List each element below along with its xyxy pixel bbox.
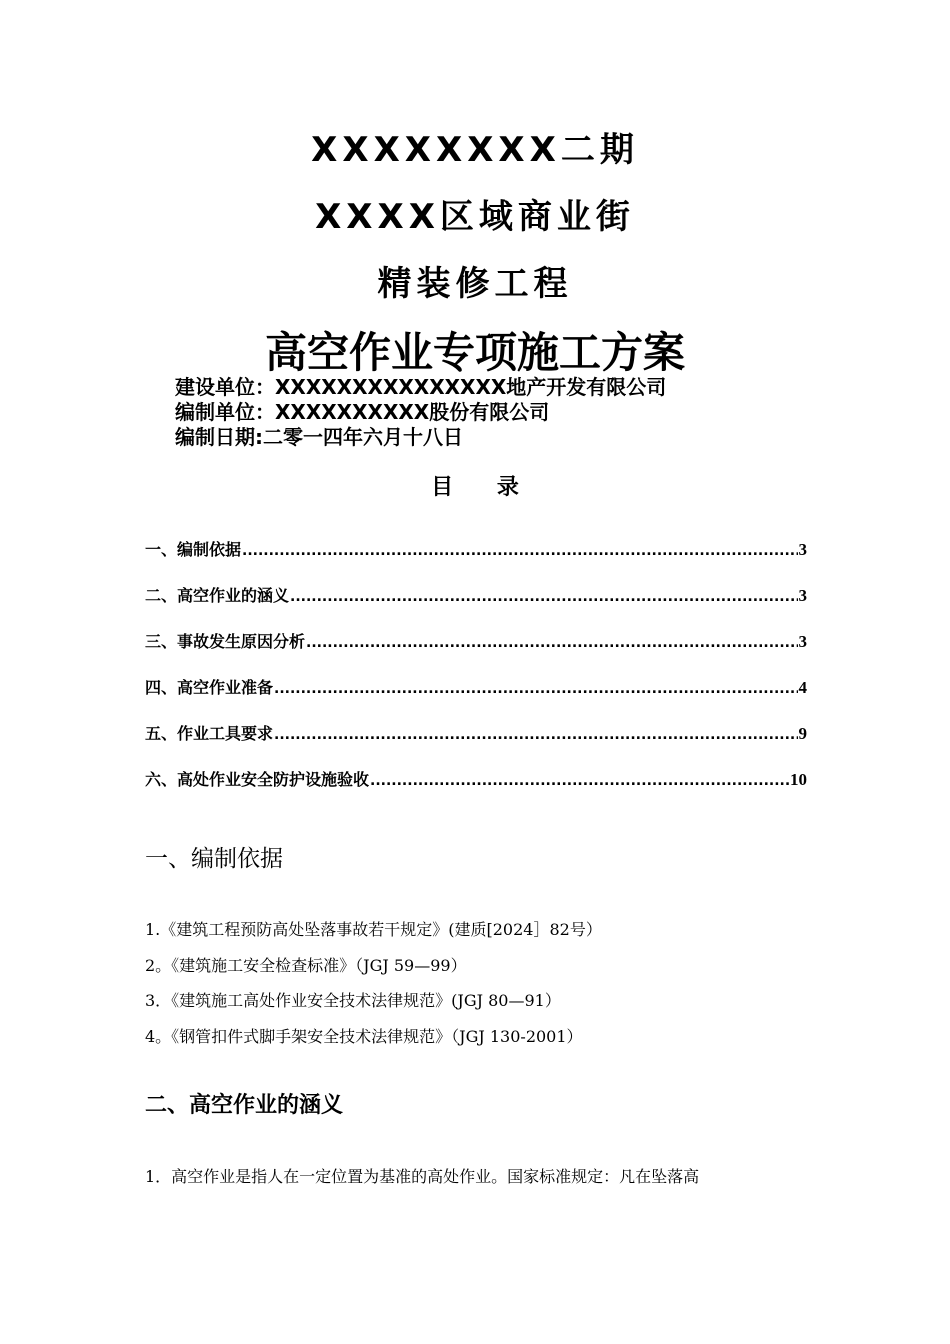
cover-title-line-3: 精装修工程 bbox=[377, 264, 573, 304]
toc-entry[interactable] bbox=[145, 584, 807, 608]
toc-entry-label: 二、高空作业的涵义 bbox=[145, 586, 290, 605]
toc-leader-dots bbox=[370, 769, 789, 793]
toc-entry-label: 一、编制依据 bbox=[145, 540, 242, 559]
reference-item: 4。《钢管扣件式脚手架安全技术法律规范》（JGJ 130-2001） bbox=[145, 1027, 583, 1046]
toc-page-number: 3 bbox=[798, 540, 807, 559]
reference-item: 1.《建筑工程预防高处坠落事故若干规定》(建质[2024］82号） bbox=[145, 920, 602, 939]
cover-title-line-1: XXXXXXXX二期 bbox=[311, 130, 639, 170]
toc-entry-label: 三、事故发生原因分析 bbox=[145, 632, 306, 651]
reference-item: 3．《建筑施工高处作业安全技术法律规范》(JGJ 80—91） bbox=[145, 991, 561, 1010]
toc-leader-dots bbox=[242, 539, 797, 563]
construction-unit: 建设单位：XXXXXXXXXXXXXXX地产开发有限公司 bbox=[175, 375, 667, 399]
toc-entry-label: 五、作业工具要求 bbox=[145, 724, 274, 743]
section-2-paragraph: 1．高空作业是指人在一定位置为基准的高处作业。国家标准规定：凡在坠落高 bbox=[145, 1167, 700, 1186]
toc-leader-dots bbox=[290, 585, 797, 609]
toc-page-number: 3 bbox=[798, 632, 807, 651]
section-2-heading: 二、高空作业的涵义 bbox=[145, 1093, 344, 1118]
toc-entry[interactable] bbox=[145, 768, 807, 792]
toc-entry-label: 四、高空作业准备 bbox=[145, 678, 274, 697]
toc-heading: 目 录 bbox=[431, 475, 537, 500]
section-1-heading: 一、编制依据 bbox=[145, 846, 283, 872]
toc-leader-dots bbox=[306, 631, 797, 655]
reference-item: 2。《建筑施工安全检查标准》（JGJ 59—99） bbox=[145, 956, 467, 975]
toc-page-number: 4 bbox=[798, 678, 807, 697]
compile-date: 编制日期:二零一四年六月十八日 bbox=[175, 425, 463, 449]
cover-title-line-2: XXXX区域商业街 bbox=[315, 197, 635, 237]
toc-page-number: 9 bbox=[798, 724, 807, 743]
toc-page-number: 10 bbox=[790, 770, 807, 789]
toc-entry-label: 六、高处作业安全防护设施验收 bbox=[145, 770, 370, 789]
toc-entry[interactable] bbox=[145, 630, 807, 654]
toc-entry[interactable] bbox=[145, 722, 807, 746]
toc-entry[interactable] bbox=[145, 676, 807, 700]
toc-leader-dots bbox=[274, 677, 797, 701]
compiling-unit: 编制单位：XXXXXXXXXX股份有限公司 bbox=[175, 400, 550, 424]
toc-leader-dots bbox=[274, 723, 797, 747]
cover-main-title: 高空作业专项施工方案 bbox=[264, 328, 685, 377]
toc-page-number: 3 bbox=[798, 586, 807, 605]
toc-entry[interactable] bbox=[145, 538, 807, 562]
